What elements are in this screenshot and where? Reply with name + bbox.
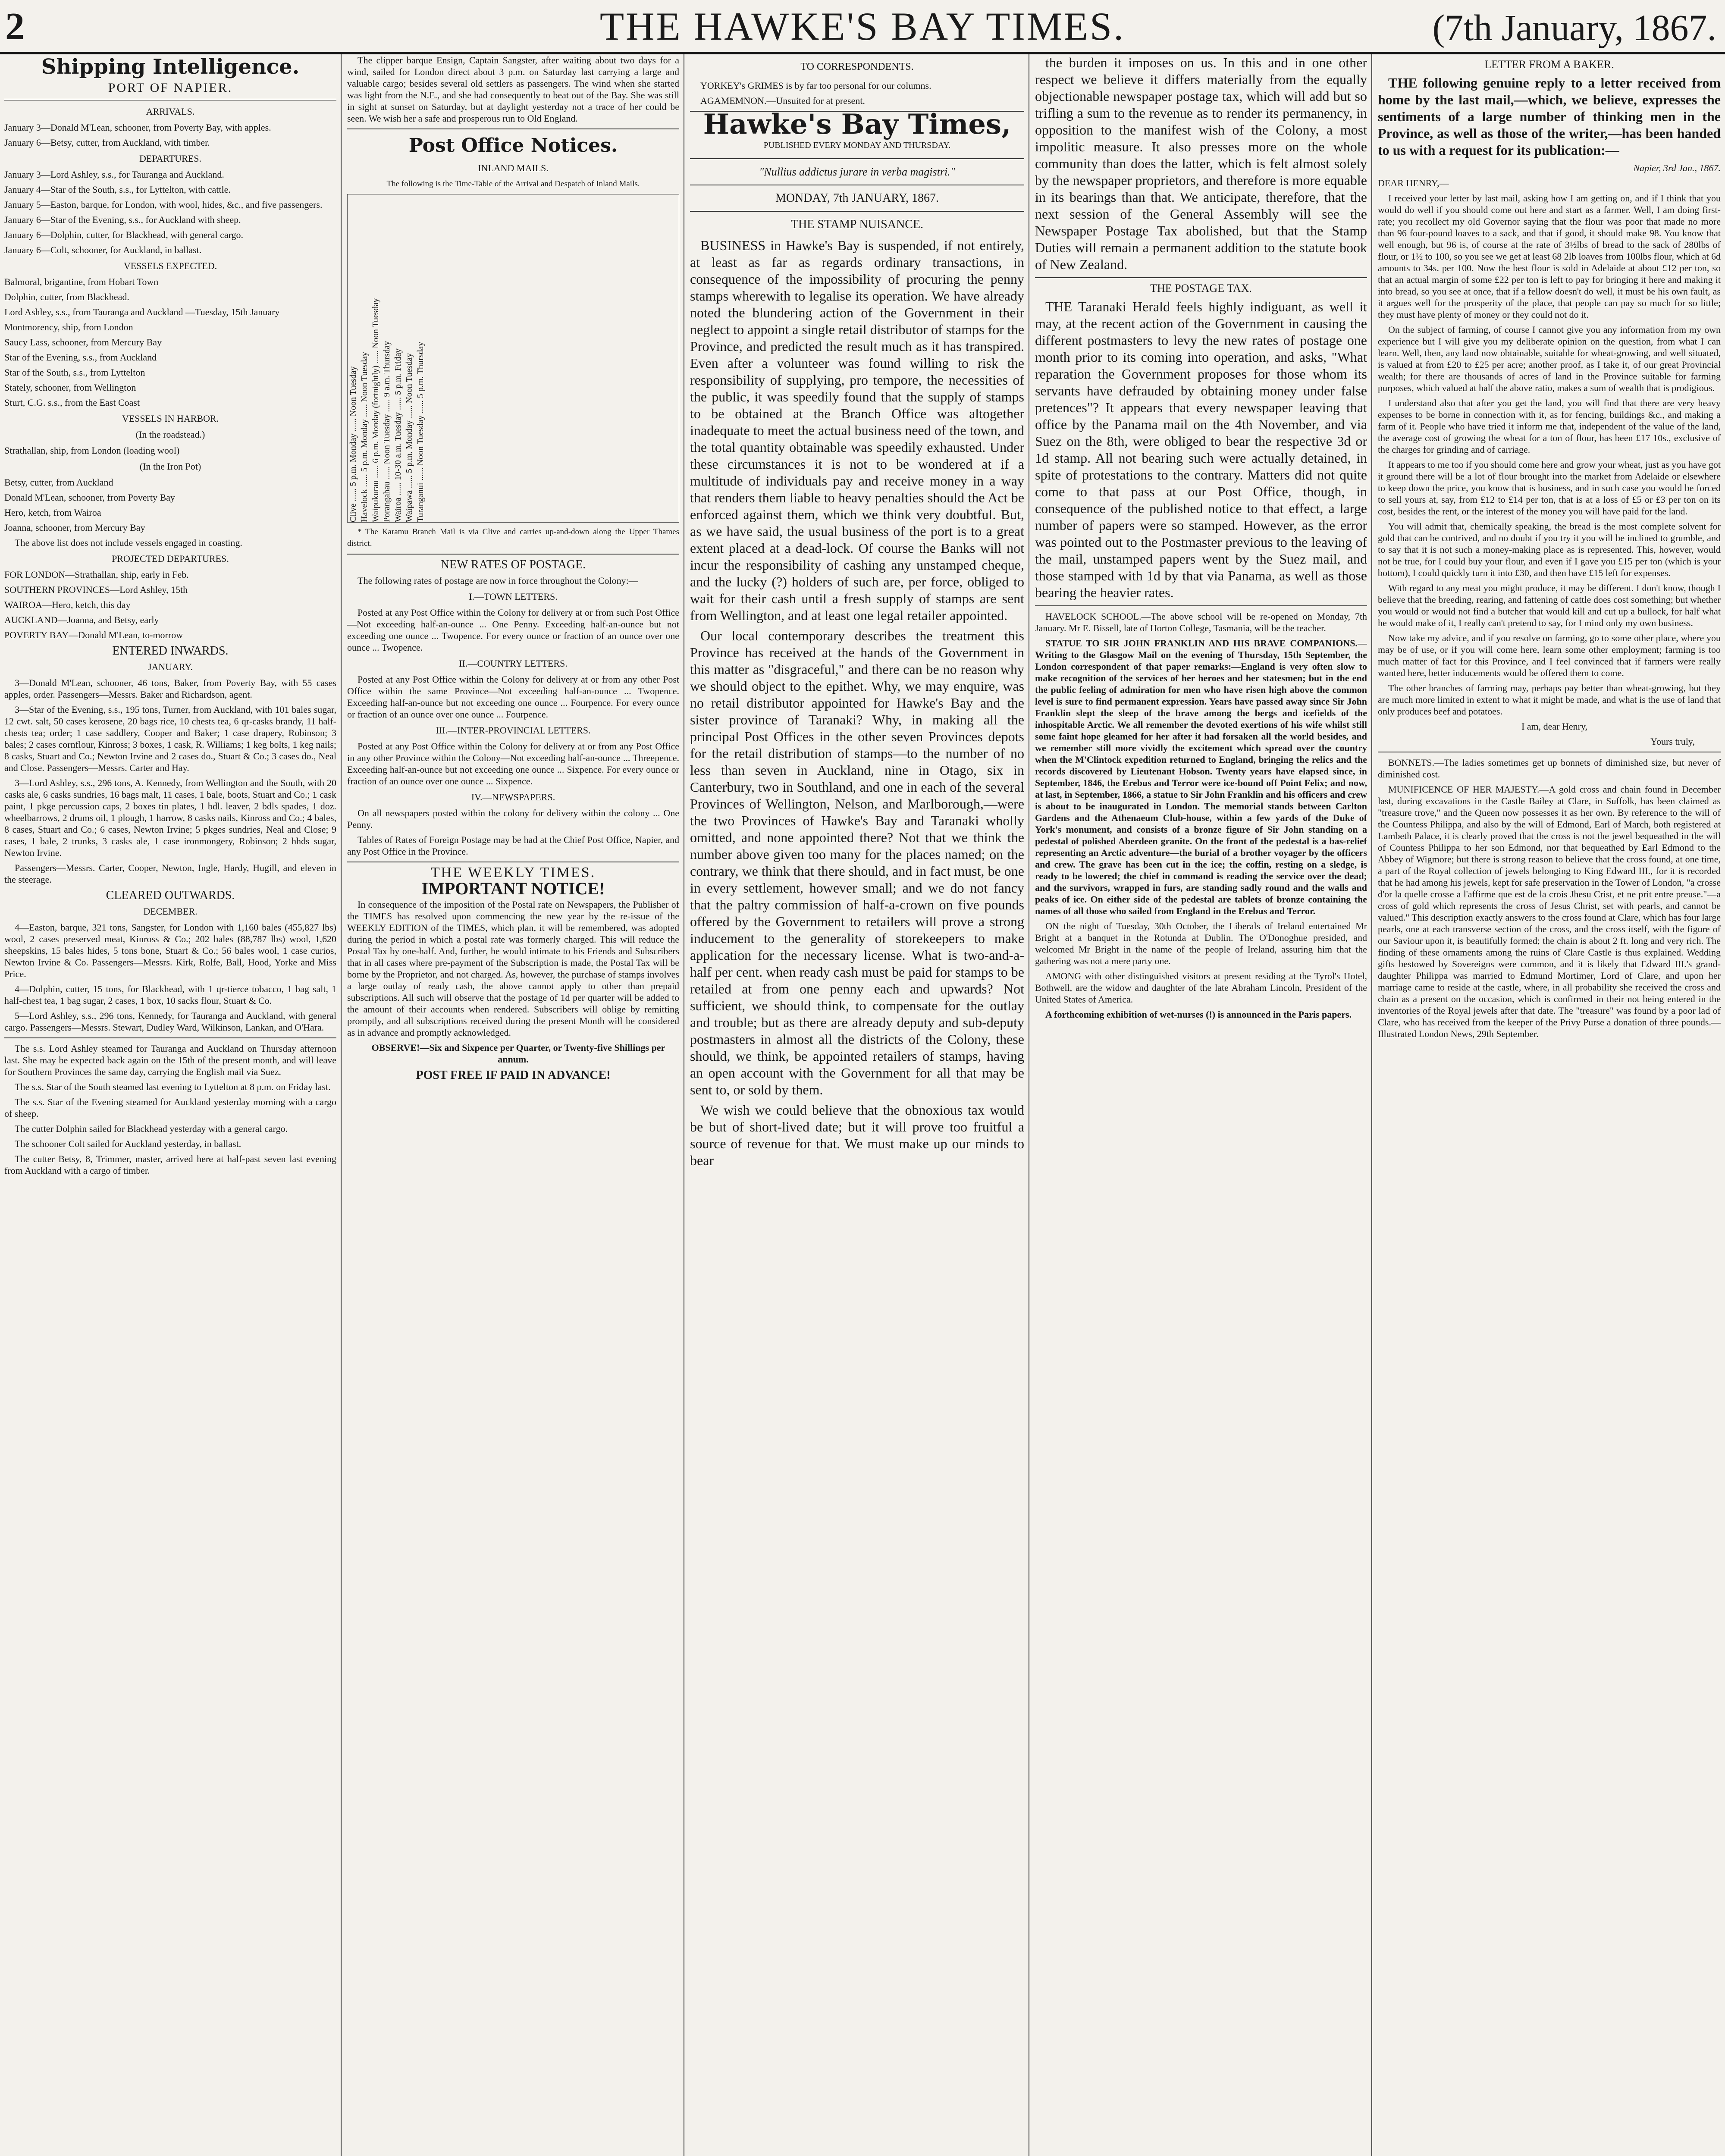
shipping-note: The cutter Dolphin sailed for Blackhead yesterday with a general cargo. (15, 1123, 288, 1134)
column-letter (1378, 54, 1721, 2156)
dateline: MONDAY, 7th JANUARY, 1867. (775, 191, 939, 205)
important-notice: IMPORTANT NOTICE! (421, 879, 605, 898)
inwards-item: 3—Star of the Evening, s.s., 195 tons, Turner, from Auckland, with 101 bales sugar, 12 cwt. salt, 50 cases kerosene, 20 bags rice, 10 chests tea, 6 qr-casks brandy, 11 half-chests tea; order; 1 case saddlery, Cooper and Baker; 1 case drapery, Robinson; 3 bales; 2 cases cornflour, Kinross; 3 boxes, 1 cask, R. Williams; 1 keg bolts, 1 keg nails; 8 casks, Stuart and Co.; Newton Irvine and 2 cases do., Stuart & Co.; 3 cases do., Neal and Close. Passengers—Messrs. Carter and Hay. (4, 704, 336, 773)
inland-heading: INLAND MAILS. (478, 163, 549, 173)
column-news (1035, 54, 1367, 2156)
letter-paragraph: You will admit that, chemically speaking, the bread is the most complete solvent for gold that can be contrived, and no doubt if you try it you will be inclined to grumble, and to say that it is not such a money-making place as is represented. This, however, would not be true, for I could buy your flour, and even if I gave you £15 per ton (which is your bottom), I could quickly turn it into £30, and then have £15 left for expenses. (1378, 521, 1721, 578)
letter-paragraph: I understand also that after you get the land, you will find that there are very heavy expenses to be borne in connection with it, as for fencing, buildings &c., and making a farm of it. People who have tried it inform me that, independent of the value of the land, the average cost of growing the wheat for a ton of flour, has been £17 10s., exclusive of the charges for grinding and of carriage. (1378, 398, 1721, 455)
inter-heading: III.—INTER-PROVINCIAL LETTERS. (436, 725, 591, 736)
issue-date: (7th January, 1867. (1432, 7, 1716, 48)
town-text: Posted at any Post Office within the Colony for delivery at or from such Post Office—Not exceeding half-an-ounce ... One Penny. Exceeding half-an-ounce but not exceeding one ounce ... Twopence. For every ounce or fraction of an ounce over one ounce ... Twopence. (347, 607, 679, 653)
mail-row: Clive ...... 5 p.m. Monday ...... Noon Tuesday (348, 366, 358, 522)
post-office-heading: Post Office Notices. (408, 135, 618, 157)
inner-subhead: (In the Iron Pot) (139, 461, 201, 472)
lincoln-note: AMONG with other distinguished visitors at present residing at the Tyrol's Hotel, Bothwell, are the widow and daughter of the late Abraham Lincoln, President of the United States of America. (1035, 971, 1367, 1005)
letter-heading: LETTER FROM A BAKER. (1484, 58, 1614, 71)
shipping-note: The cutter Betsy, 8, Trimmer, master, arrived here at half-past seven last evening from Auckland with a cargo of timber. (4, 1153, 336, 1176)
country-text: Posted at any Post Office within the Colony for delivery at or from any other Post Office within the same Province—Not exceeding half-an-ounce ... Twopence. Exceeding half-an-ounce but not exceeding one ounce ... Fourpence. For every ounce or fraction of an ounce over one ounce ... Fourpence. (347, 674, 679, 720)
news-text: On all newspapers posted within the colony for delivery within the colony ... One Penny. (347, 808, 679, 830)
column-post-office (347, 54, 679, 2156)
cleared-item: 4—Dolphin, cutter, 15 tons, for Blackhead, with 1 qr-tierce tobacco, 1 bag salt, 1 half-chest tea, 1 bag sugar, 2 cases, 1 box, 10 sacks flour, Stuart & Co. (4, 984, 336, 1006)
projected-item: SOUTHERN PROVINCES—Lord Ashley, 15th (4, 584, 188, 595)
weekly-text: In consequence of the imposition of the Postal rate on Newspapers, the Publisher of the TIMES has resolved upon commencing the new year by the re-issue of the WEEKLY EDITION of the TIMES, which plan, it will be remembered, was adopted during the period in which a postal rate was formerly charged. This will reduce the Postal Tax by one-half. And, further, he would intimate to his Friends and Subscribers that in all cases where pre-payment of the Subscription is made, the Postal Tax will be borne by the Proprietor, and not charged. As, however, the purchase of stamps involves a large outlay of ready cash, the above cannot apply to other than prepaid subscriptions. All such will observe that the postage of 1d per quarter will be added to the amount of their accounts when rendered. Subscribers will oblige by remitting promptly, and all subscriptions received during the present Month will be considered as in advance and promptly acknowledged. (347, 899, 679, 1038)
observe-text: OBSERVE!—Six and Sixpence per Quarter, or Twenty-five Shillings per annum. (371, 1042, 665, 1065)
paper-title: Hawke's Bay Times, (703, 108, 1011, 141)
departure-item: January 5—Easton, barque, for London, with wool, hides, &c., and five passengers. (4, 199, 323, 210)
mail-row: Turanganui ...... Noon Tuesday ...... 5 p.m. Thursday (416, 342, 425, 522)
inwards-item: 3—Donald M'Lean, schooner, 46 tons, Baker, from Poverty Bay, with 55 cases apples, order. Passengers—Messrs. Baker and Richardson, agent. (4, 677, 336, 700)
expected-heading: VESSELS EXPECTED. (123, 260, 217, 271)
letter-dateline: Napier, 3rd Jan., 1867. (1633, 163, 1721, 173)
departure-item: January 4—Star of the South, s.s., for Lyttelton, with cattle. (4, 184, 231, 195)
ensign-paragraph: The clipper barque Ensign, Captain Sangster, after waiting about two days for a wind, sailed for London direct about 3 p.m. on Saturday last carrying a large and valuable cargo; besides several old settlers as passengers. The wind when she started was light from the N.E., and she had consequently to beat out of the Bay. She was still in sight at sunset on Saturday, but at daylight yesterday not a trace of her could be seen. We wish her a safe and prosperous run to Old England. (347, 55, 679, 124)
correspondents-heading: TO CORRESPONDENTS. (800, 61, 914, 72)
shipping-note: The s.s. Lord Ashley steamed for Tauranga and Auckland on Thursday afternoon last. She may be expected back again on the 15th of the present month, and will leave for Southern Provinces the same day, carrying the English mail via Suez. (4, 1043, 336, 1077)
country-heading: II.—COUNTRY LETTERS. (459, 658, 568, 669)
roadstead-subhead: (In the roadstead.) (135, 429, 205, 440)
cleared-subhead: DECEMBER. (143, 906, 198, 917)
shipping-note: The schooner Colt sailed for Auckland yesterday, in ballast. (15, 1138, 242, 1149)
column-rule (1371, 54, 1372, 2156)
column-editorial (690, 54, 1024, 2156)
shipping-note: The s.s. Star of the South steamed last evening to Lyttelton at 8 p.m. on Friday last. (15, 1081, 331, 1092)
inwards-item: Passengers—Messrs. Carter, Cooper, Newton, Ingle, Hardy, Hugill, and eleven in the steerage. (4, 862, 336, 885)
shipping-note: The s.s. Star of the Evening steamed for Auckland yesterday morning with a cargo of sheep. (4, 1097, 336, 1119)
inwards-subhead: JANUARY. (147, 661, 193, 672)
expected-item: Lord Ashley, s.s., from Tauranga and Auckland —Tuesday, 15th January (4, 307, 280, 317)
projected-item: POVERTY BAY—Donald M'Lean, to-morrow (4, 630, 183, 640)
mail-row: Havelock ...... 5 p.m. Monday ...... Noon Tuesday (360, 352, 369, 522)
letter-paragraph: With regard to any meat you might produce, it may be different. I don't know, though I believe that the breeding, rearing, and fattening of cattle does cost something; but whether you would or would not find a butcher that would kill and cut up a bullock, for half what he would make of it, I really can't pretend to say, for I mind only my own business. (1378, 583, 1721, 628)
harbor-item: Hero, ketch, from Wairoa (4, 507, 101, 518)
motto: "Nullius addictus jurare in verba magistri." (759, 166, 955, 178)
expected-item: Montmorency, ship, from London (4, 322, 133, 332)
expected-item: Star of the Evening, s.s., from Auckland (4, 352, 157, 363)
letter-intro: THE following genuine reply to a letter received from home by the last mail,—which, we believe, expresses the sentiments of a large number of thinking men in the Province, as well as those of the writer,—has been handed to us with a request for its publication:— (1378, 75, 1721, 158)
mail-note: * The Karamu Branch Mail is via Clive and carries up-and-down along the Upper Thames district. (347, 527, 679, 548)
column-shipping (4, 54, 336, 2156)
letter-paragraph: On the subject of farming, of course I cannot give you any information from my own experience but I will give you my deliberate opinion on the question, from what I can learn. Well, then, any land now obtainable, suitable for wheat-growing, and well situated, is valued at from £20 to £25 per acre; another proof, as I take it, of our great Provincial wealth; for there are thousands of acres of land in the Province suitable for farming purposes, which valued at half the above ratio, makes a sum of wealth that is prodigious. (1378, 324, 1721, 393)
newspaper-title: THE HAWKE'S BAY TIMES. (599, 4, 1126, 48)
article-paragraph: BUSINESS in Hawke's Bay is suspended, if not entirely, at least as far as regards ordinary transactions, in consequence of the impossibility of procuring the penny stamps wherewith to legalise its operation. We have already noted the blundering action of the Government in their neglect to appoint a single retail distributor of stamps for the Province, and predicted the result much as it has transpired. Even after a volunteer was found willing to risk the responsibility of supplying, pro tempore, the necessities of the public, it was speedily found that the supply of stamps to be obtained at the Branch Office was altogether inadequate to meet the actual business need of the town, and the total quantity obtainable was speedily exhausted. Under these circumstances it is not to be wondered at if a multitude of individuals pay and receive money in a way that renders them liable to heavy penalties should the Act be enforced against them, which we think very doubtful. But, as we have said, the usual business of the port is to a great extent placed at a dead-lock. Of course the Banks will not incur the responsibility of cashing any unstamped cheque, and the lucky (?) holders of such are, per force, obliged to wait for their cash until a fresh supply of stamps are sent from Wellington, and at least one legal retailer appointed. (690, 238, 1024, 623)
departure-item: January 6—Star of the Evening, s.s., for Auckland with sheep. (4, 214, 241, 225)
paris-note: A forthcoming exhibition of wet-nurses (!) is announced in the Paris papers. (1045, 1009, 1352, 1020)
harbor-heading: VESSELS IN HARBOR. (122, 413, 219, 424)
expected-item: Stately, schooner, from Wellington (4, 382, 136, 393)
harbor-note: The above list does not include vessels engaged in coasting. (15, 537, 242, 548)
harbor-item: Joanna, schooner, from Mercury Bay (4, 522, 145, 533)
article-paragraph: Our local contemporary describes the treatment this Province has received at the hands of the Government in this matter as "disgraceful," and there can be no reason why we should object to the epithet. Why, we may enquire, was no retail distributor appointed for Hawke's Bay and the sister province of Taranaki? Why, in making all the principal Post Offices in the other seven Provinces depots for the retail distribution of stamps—to the number of no less than seven in Auckland, nine in Otago, six in Canterbury, two in Southland, and one in each of the several Provinces of Wellington, Nelson, and Marlborough,—were the two Provinces of Hawke's Bay and Taranaki wholly omitted, and none appointed there? Not that we think the number above given too many for the places named; on the contrary, we think that there should, and in fact must, be one in every settlement, however small; and we do not fancy that the paltry commission of half-a-crown on five pounds offered by the Government to retailers will prove a strong inducement to the generality of storekeepers to make application for the necessary license. What is two-and-a-half per cent. when ready cash must be paid for stamps to be retailed at from one penny each and upwards? Not sufficient, we should think, to compensate for the outlay and trouble; but as there are already deputy and sub-deputy postmasters in almost all the districts of the Colony, these should, we think, be appointed retailers of stamps, having an open account with the Government for all that may be sent to, or sold by them. (690, 628, 1024, 1097)
cleared-item: 5—Lord Ashley, s.s., 296 tons, Kennedy, for Tauranga and Auckland, with general cargo. Passengers—Messrs. Stewart, Dudley Ward, Wilkinson, Lankan, and O'Hara. (4, 1010, 336, 1033)
expected-item: Star of the South, s.s., from Lyttelton (4, 367, 145, 378)
bright-article: ON the night of Tuesday, 30th October, the Liberals of Ireland entertained Mr Bright at a banquet in the Rotunda at Dublin. The O'Donoghue presided, and welcomed Mr Bright in the name of the people of Ireland, assuring him that the gathering was not a mere party one. (1035, 921, 1367, 966)
column-rule (341, 54, 342, 2156)
post-free-text: POST FREE IF PAID IN ADVANCE! (416, 1069, 611, 1082)
published-line: PUBLISHED EVERY MONDAY AND THURSDAY. (763, 141, 951, 150)
arrivals-heading: ARRIVALS. (146, 106, 195, 117)
expected-item: Dolphin, cutter, from Blackhead. (4, 291, 129, 302)
tables-note: Tables of Rates of Foreign Postage may be had at the Chief Post Office, Napier, and any Post Office in the Province. (347, 834, 679, 857)
inwards-item: 3—Lord Ashley, s.s., 296 tons, A. Kennedy, from Wellington and the South, with 20 casks ale, 6 casks sundries, 16 bags malt, 11 cases, 1 bale, boots, Stuart and Co.; 1 cask paint, 1 pkge percussion caps, 2 boxes tin plates, 1 bdl. leaver, 2 bdls spades, 1 doz. wheelbarrows, 2 drums oil, 1 plough, 1 harrow, 8 casks nails, Kinross and Co.; 4 bales, 8 cases, Stuart and Co.; 6 cases, Newton Irvine; 5 pkges sundries, Neal and Close; 9 cases, 1 bale, 2 trunks, 3 casks ale, 1 case ironmongery, Robinson; 2 hhds sugar, Newton Irvine. (4, 777, 336, 858)
projected-heading: PROJECTED DEPARTURES. (112, 553, 229, 564)
masthead (0, 0, 1725, 54)
departures-heading: DEPARTURES. (139, 153, 201, 164)
inland-subheading: The following is the Time-Table of the Arrival and Despatch of Inland Mails. (386, 179, 640, 188)
expected-item: Balmoral, brigantine, from Hobart Town (4, 276, 159, 287)
mail-row: Porangahau ...... Noon Tuesday ...... 9 a.m. Thursday (382, 341, 392, 522)
article-paragraph: We wish we could believe that the obnoxious tax would be but of short-lived date; but it will prove too fruitful a source of revenue for that. We must make up our minds to bear (690, 1102, 1024, 1168)
town-heading: I.—TOWN LETTERS. (469, 591, 558, 602)
rates-subheading: The following rates of postage are now in force throughout the Colony:— (358, 575, 638, 586)
bonnets-note: BONNETS.—The ladies sometimes get up bonnets of diminished size, but never of diminished cost. (1378, 757, 1721, 780)
news-heading: IV.—NEWSPAPERS. (471, 792, 555, 802)
port-heading: PORT OF NAPIER. (108, 81, 233, 95)
projected-item: FOR LONDON—Strathallan, ship, early in Feb. (4, 569, 189, 580)
correspondent-note: YORKEY's GRIMES is by far too personal for our columns. (700, 80, 932, 91)
harbor-item: Strathallan, ship, from London (loading wool) (4, 445, 180, 456)
letter-signature: Yours truly, (1650, 736, 1695, 747)
shipping-heading: Shipping Intelligence. (41, 55, 300, 79)
cleared-item: 4—Easton, barque, 321 tons, Sangster, for London with 1,160 bales (455,827 lbs) wool, 2 cases preserved meat, Kinross & Co.; 202 bales (88,787 lbs) wool, 1,620 sheepskins, 15 bales hides, 5 tons bone, Stuart & Co.; 56 bales wool, 1 case curios, Newton Irvine & Co. Passengers—Messrs. Kirk, Rolfe, Ball, Hood, Yorke and Miss Price. (4, 922, 336, 979)
letter-paragraph: The other branches of farming may, perhaps pay better than wheat-growing, but they are much more limited in extent to what it might be made, and what is the use of land that only produces beef and potatoes. (1378, 683, 1721, 717)
inwards-heading: ENTERED INWARDS. (112, 644, 229, 658)
cleared-heading: CLEARED OUTWARDS. (106, 889, 235, 902)
departure-item: January 3—Lord Ashley, s.s., for Tauranga and Auckland. (4, 169, 224, 180)
inter-text: Posted at any Post Office within the Colony for delivery at or from any Post Office in any other Province within the Colony—Not exceeding half-an-ounce ... Threepence. Exceeding half-an-ounce but not exceeding one ounce ... Sixpence. For every ounce or fraction of an ounce over one ounce ... Sixpence. (347, 741, 679, 787)
havelock-note: HAVELOCK SCHOOL.—The above school will be re-opened on Monday, 7th January. Mr E. Bissell, late of Horton College, Tasmania, will be the teacher. (1035, 611, 1367, 633)
letter-salutation: DEAR HENRY,— (1378, 178, 1449, 188)
rates-heading: NEW RATES OF POSTAGE. (440, 558, 586, 571)
projected-item: AUCKLAND—Joanna, and Betsy, early (4, 614, 159, 625)
expected-item: Sturt, C.G. s.s., from the East Coast (4, 397, 140, 408)
departure-item: January 6—Colt, schooner, for Auckland, in ballast. (4, 244, 202, 255)
mail-row: Wairoa ...... 10-30 a.m. Tuesday ...... 5 p.m. Friday (393, 348, 403, 522)
page-number: 2 (5, 5, 25, 48)
departure-item: January 6—Dolphin, cutter, for Blackhead, with general cargo. (4, 229, 244, 240)
expected-item: Saucy Lass, schooner, from Mercury Bay (4, 337, 162, 348)
letter-paragraph: It appears to me too if you should come here and grow your wheat, just as you have got it ground there will be a lot of flour brought into the market from Adelaide or elsewhere to keep down the price, you know that is business, and in such case you would be forced to sell yours at, say, from £12 to £14 per ton, that is at a loss of £5 or £3 per ton on its cost, besides the rent, or the interest of the money you will have paid for the land. (1378, 459, 1721, 517)
arrival-item: January 3—Donald M'Lean, schooner, from Poverty Bay, with apples. (4, 122, 271, 133)
harbor-item: Donald M'Lean, schooner, from Poverty Bay (4, 492, 175, 503)
letter-paragraph: Now take my advice, and if you resolve on farming, go to some other place, where you may be of use, or if you will come here, learn some other employment; farming is too much matter of fact for this Province, and I feel convinced that if farmers were really wanted here, better inducements would be offered them to come. (1378, 633, 1721, 678)
letter-paragraph: I received your letter by last mail, asking how I am getting on, and if I think that you would do well if you should come out here and start as a farmer. Well, I am doing first-rate; you recollect my old Governor saying that the flour was poor that made no more than 96 four-pound loaves to a sack, and that if good, it should make 98. You know that well enough, but 96 is, of course at the rate of 3½lbs of bread to the sack of 280lbs of flour, or 1½ to 100, so you see we get at least 68 2lb loaves from 100lbs flour, which at 6d amounts to 34s. per 100. Now the best flour is sold in Adelaide at about £12 per ton, so that an actual margin of some £22 per ton is left to pay for bringing it here and making it into bread, so you see at once, that if a fellow doesn't do well, it must be his own fault, as it argues well for the prosperity of the place, that people can pay so much for so little; they must have plenty of money or they could not do it. (1378, 193, 1721, 320)
munificence-article: MUNIFICENCE OF HER MAJESTY.—A gold cross and chain found in December last, during excavations in the Castle Bailey at Clare, in Suffolk, has been claimed as "treasure trove," and the Queen now possesses it as her own. By reference to the will of the Countess Philippa, and also by the will of Edmond, Earl of March, both registered at Lambeth Palace, it is clearly proved that the cross is not the jewel bequeathed in the will of Countess Philippa to her son Edmond, nor that bequeathed by Earl Edmond to the Abbey of Wigmore; but there is strong reason to believe that the cross found, at one time, a part of the Royal collection of jewels belonging to King Edward III., for it is recorded that he had among his jewels, kept for safe preservation in the Tower of London, "a crosse d'or la quelle crosse a l'affirme que est de la crois Jhesu Crist, et ne prit entre preuse."—a cross of gold which represents the cross of Jesus Christ, set with pearls, and cannot be valued." This description exactly answers to the cross found at Clare, which has four large pearls, one at each transverse section of the cross, and the cross itself, with the figure of our Saviour upon it, is beautifully formed; the chain is about 2 ft. long and very rich. The finding of these ornaments among the ruins of Clare Castle is thus explained. Wedding gifts bestowed by Sovereigns were common, and it is likely that Edward III.'s grand-daughter Philippa was married to Edmund Mortimer, Lord of Clare, and upon her marriage came to reside at the castle, where, in all probability she received the cross and chain as a present on the occasion, which is confirmed in their not being entered in the inventories of the Royal jewels after that date. The "treasure" was found by a poor lad of Clare, who has received from the keeper of the Privy Purse a donation of three pounds.—Illustrated London News, 29th September. (1378, 784, 1721, 1039)
mail-timetable (347, 194, 679, 523)
harbor-item: Betsy, cutter, from Auckland (4, 477, 113, 488)
article-continuation: the burden it imposes on us. In this and in one other respect we believe it differs materially from the equally objectionable newspaper postage tax, which will add but so trifling a sum to the revenue as to render its permanency, in opposition to the manifest wish of the Colony, a most impolitic measure. It also presses more on the whole community than does the latter, which is felt almost solely by the newspaper proprietors, and therefore is more equable in its bearings than that. We anticipate, therefore, that the next session of the General Assembly will see the Newspaper Postage Tax abolished, but that the Stamp Duties will remain a permanent addition to the statute book of New Zealand. (1035, 55, 1367, 272)
letter-closing: I am, dear Henry, (1521, 721, 1588, 732)
arrival-item: January 6—Betsy, cutter, from Auckland, with timber. (4, 137, 210, 148)
mail-row: Waipawa ...... 5 p.m. Monday ...... Noon Tuesday (405, 353, 414, 522)
franklin-article: STATUE TO SIR JOHN FRANKLIN AND HIS BRAVE COMPANIONS.—Writing to the Glasgow Mail on the evening of Thursday, 15th September, the London correspondent of that paper remarks:—England is very often slow to make recognition of the services of her heroes and her statesmen; but in the end the public feeling of admiration for men who have risen high above the common level is sure to find permanent expression. Years have passed away since Sir John Franklin slept the sleep of the brave among the bergs and icefields of the inhospitable Arctic. We all remember the devoted exertions of his wife whilst still some faint hope gleamed for her after it had forsaken all the world besides, and we remember still more vividly the excitement which spread over the country when the M'Clintock expedition returned to England, bringing the relics and the records discovered by Lieutenant Hobson. Twenty years have elapsed since, in September, 1846, the Erebus and Terror were ice-bound off Point Felix; and now, at last, in September, 1866, a statue to Sir John Franklin and his officers and crew is about to be inaugurated in London. The memorial stands between Carlton Gardens and the Athenaeum Club-house, within a few yards of the Duke of York's monument, and consists of a bronze figure of Sir John standing on a pedestal of polished Aberdeen granite. On the front of the pedestal is a bas-relief representing an Arctic adventure—the burial of a brother voyager by the officers and crew. The grave has been cut in the ice; the coffin, resting on a sledge, is ready to be lowered; the chief in command is reading the service over the dead; and the survivors, wrapped in furs, are standing sadly round and the walls and peaks of ice. On either side of the pedestal are tablets of bronze containing the names of all those who sailed from England in the Erebus and Terror. (1035, 638, 1367, 916)
article-heading: THE STAMP NUISANCE. (790, 218, 924, 231)
postage-heading: THE POSTAGE TAX. (1150, 282, 1252, 295)
projected-item: WAIROA—Hero, ketch, this day (4, 599, 131, 610)
postage-paragraph: THE Taranaki Herald feels highly indiguant, as well it may, at the recent action of the Government in causing the different postmasters to levy the new rates of postage one month prior to its coming into operation, and asks, "What reparation the Government proposes for those whom its servants have defrauded by obtaining money under false pretences"? It appears that every newspaper leaving that office by the Panama mail on the 4th November, and via Suez on the 8th, were obliged to bear the respective 3d or 1d stamp. All not bearing such were actually detained, in spite of protestations to the contrary. Matters did not quite come to that pass at our Post Office, though, in consequence of the published notice to that effect, a large number of papers were so stamped. However, as the error was pointed out to the Postmaster previous to the leaving of the mail, unstamped papers went by the Suez mail, and those stamped with 1d by that via Panama, as well as those bearing the heavier rates. (1035, 299, 1367, 600)
mail-row: Waipukurau ...... 6 p.m. Monday (fortnightly) ...... Noon Tuesday (371, 298, 380, 522)
weekly-heading: THE WEEKLY TIMES. (430, 865, 596, 881)
correspondent-note: AGAMEMNON.—Unsuited for at present. (700, 95, 865, 106)
